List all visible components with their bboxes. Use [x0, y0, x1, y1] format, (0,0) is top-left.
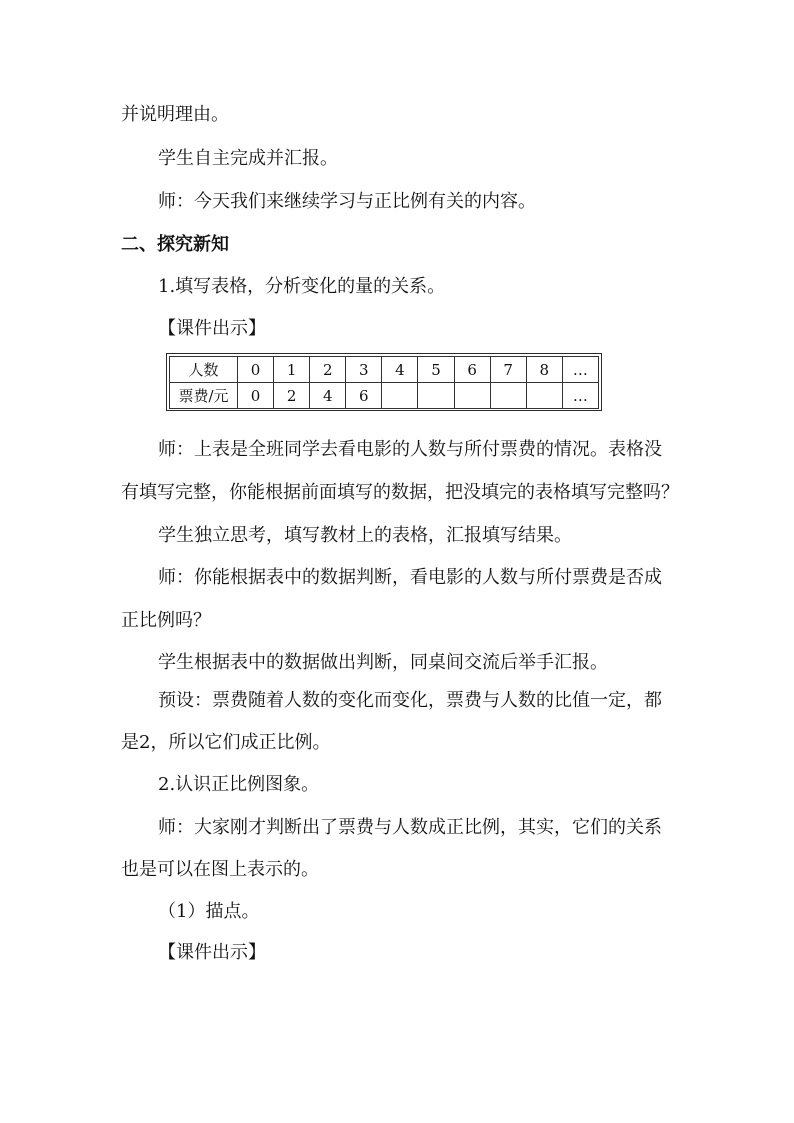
table-cell: …: [562, 357, 598, 383]
table-cell: 0: [238, 383, 274, 409]
table-cell: 3: [346, 357, 382, 383]
table-cell: 0: [238, 357, 274, 383]
table-cell: 人数: [170, 357, 238, 383]
table-row-people: [170, 357, 599, 383]
step-1-heading: 1.填写表格，分析变化的量的关系。: [158, 276, 446, 297]
paragraph-teacher-graph-line1: 师：大家刚才判断出了票费与人数成正比例，其实，它们的关系: [158, 817, 662, 838]
substep-plot-points: （1）描点。: [158, 901, 260, 922]
table-cell: [418, 383, 454, 409]
paragraph-teacher-question-line2: 正比例吗？: [121, 610, 211, 631]
table-cell: 7: [490, 357, 526, 383]
courseware-label-2: 【课件出示】: [158, 942, 266, 963]
paragraph-students-judge: 学生根据表中的数据做出判断，同桌间交流后举手汇报。: [158, 652, 608, 673]
courseware-label-1: 【课件出示】: [158, 318, 266, 339]
table-cell: 5: [418, 357, 454, 383]
paragraph-students-fill: 学生独立思考，填写教材上的表格，汇报填写结果。: [158, 525, 572, 546]
people-fare-table: [169, 356, 599, 409]
paragraph-teacher-graph-line2: 也是可以在图上表示的。: [121, 859, 319, 880]
table-cell: 2: [310, 357, 346, 383]
table-row-fare: [170, 383, 599, 409]
paragraph-teacher-question-line1: 师：你能根据表中的数据判断，看电影的人数与所付票费是否成: [158, 567, 662, 588]
step-2-heading: 2.认识正比例图象。: [158, 774, 320, 795]
table-cell: 8: [526, 357, 562, 383]
paragraph-teacher-intro: 师：今天我们来继续学习与正比例有关的内容。: [158, 191, 536, 212]
paragraph-students-report: 学生自主完成并汇报。: [158, 148, 338, 169]
paragraph-teacher-table-line2: 有填写完整，你能根据前面填写的数据，把没填完的表格填写完整吗？: [121, 482, 679, 503]
table-cell: 4: [310, 383, 346, 409]
table-cell: [454, 383, 490, 409]
table-cell: [382, 383, 418, 409]
paragraph-preset-line1: 预设：票费随着人数的变化而变化，票费与人数的比值一定，都: [158, 690, 662, 711]
table-cell: [526, 383, 562, 409]
table-cell: 6: [454, 357, 490, 383]
paragraph-preset-line2: 是2，所以它们成正比例。: [121, 732, 331, 753]
table-cell: 票费/元: [170, 383, 238, 409]
paragraph-teacher-table-line1: 师：上表是全班同学去看电影的人数与所付票费的情况。表格没: [158, 439, 662, 460]
table-cell: [490, 383, 526, 409]
table-cell: 2: [274, 383, 310, 409]
table-cell: 4: [382, 357, 418, 383]
table-cell: 6: [346, 383, 382, 409]
table-cell: …: [562, 383, 598, 409]
section-heading: 二、探究新知: [121, 234, 229, 255]
paragraph-reason: 并说明理由。: [121, 104, 229, 125]
table-cell: 1: [274, 357, 310, 383]
